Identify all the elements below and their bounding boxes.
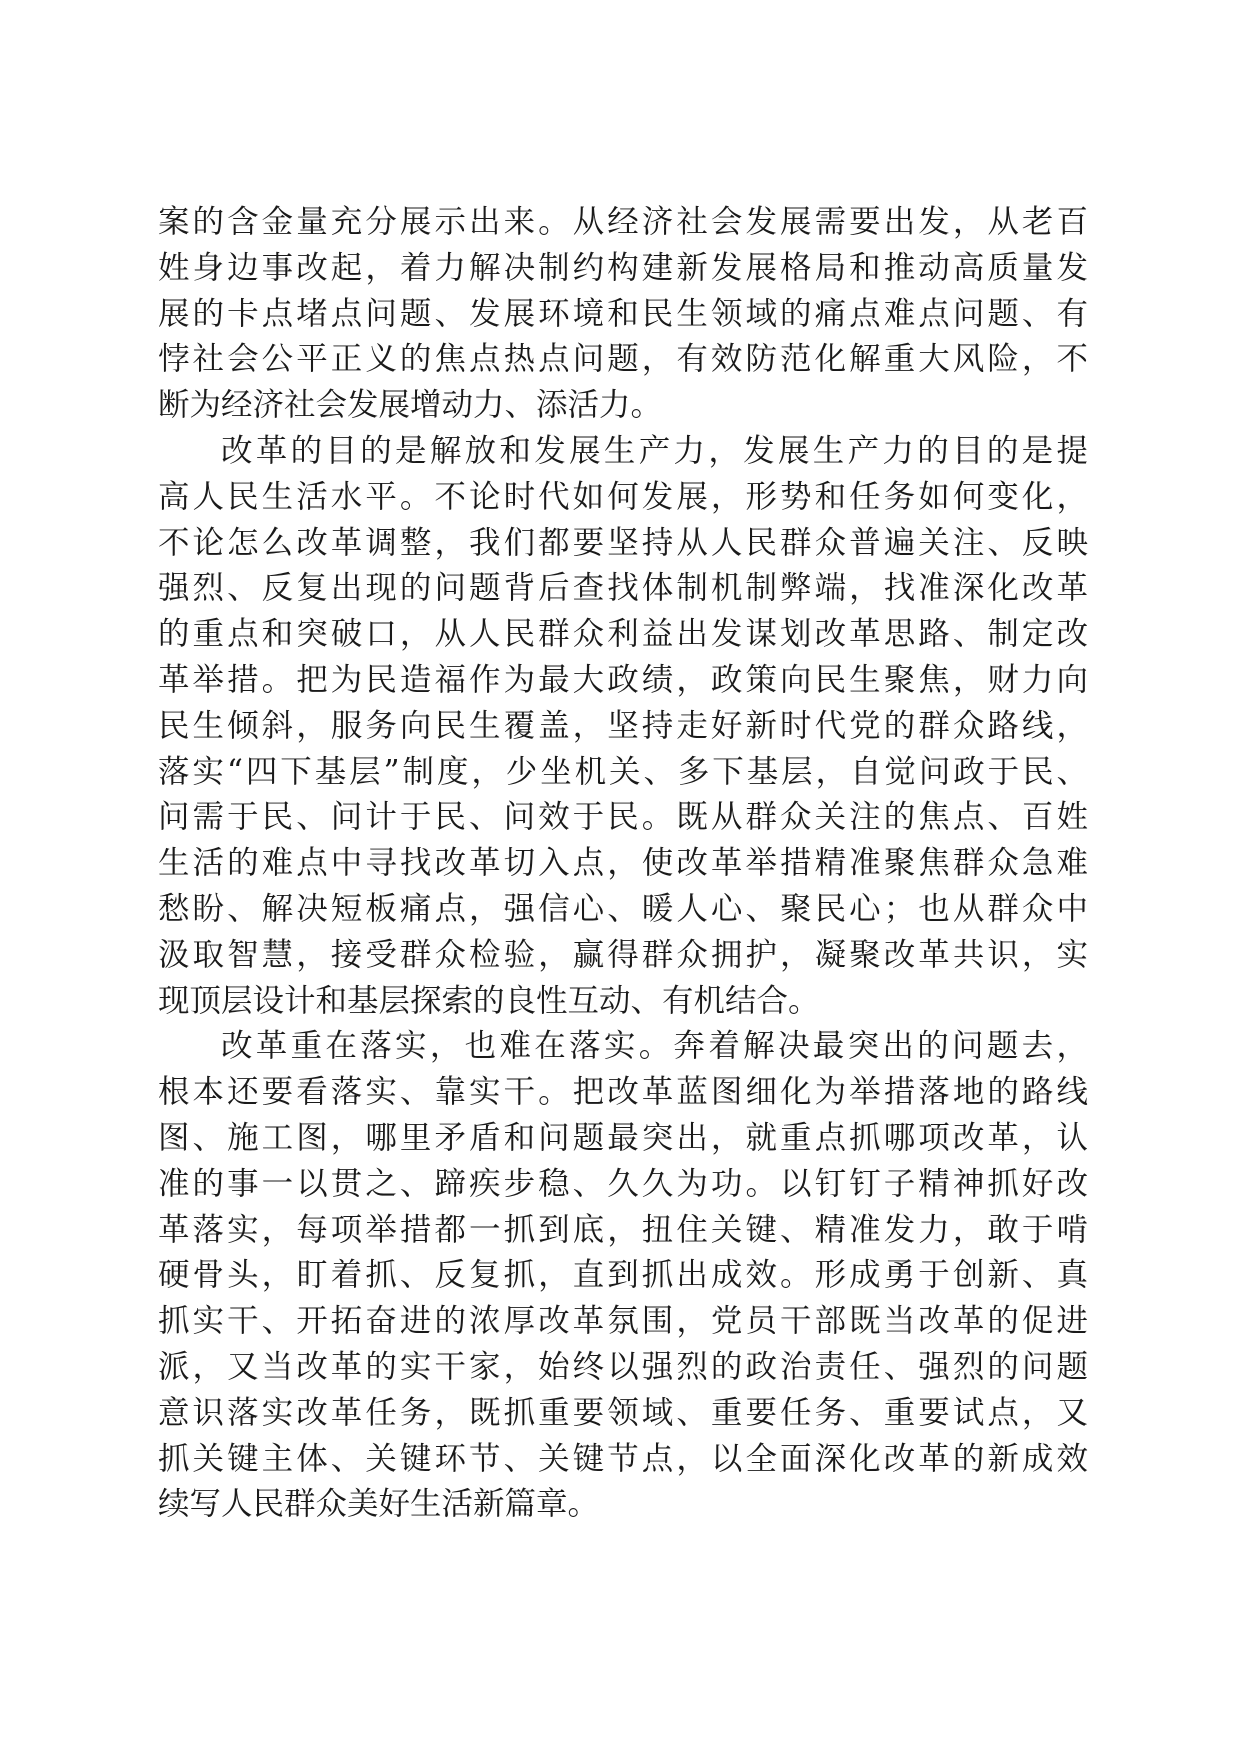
text-line: 问需于民、问计于民、问效于民。既从群众关注的焦点、百姓	[158, 799, 1088, 836]
document-body	[158, 200, 1088, 1528]
text-line: 现顶层设计和基层探索的良性互动、有机结合。	[158, 982, 820, 1019]
text-line: 断为经济社会发展增动力、添活力。	[158, 387, 663, 424]
text-line: 抓关键主体、关键环节、关键节点，以全面深化改革的新成效	[158, 1440, 1088, 1477]
paragraph	[158, 429, 1088, 1024]
text-line: 革举措。把为民造福作为最大政绩，政策向民生聚焦，财力向	[158, 661, 1088, 698]
paragraph	[158, 1024, 1088, 1528]
text-line: 图、施工图，哪里矛盾和问题最突出，就重点抓哪项改革，认	[158, 1119, 1088, 1156]
text-line: 展的卡点堵点问题、发展环境和民生领域的痛点难点问题、有	[158, 295, 1088, 332]
text-line: 根本还要看落实、靠实干。把改革蓝图细化为举措落地的路线	[158, 1074, 1088, 1111]
text-line: 硬骨头，盯着抓、反复抓，直到抓出成效。形成勇于创新、真	[158, 1257, 1088, 1294]
text-line: 改革的目的是解放和发展生产力，发展生产力的目的是提	[221, 432, 1088, 469]
text-line: 续写人民群众美好生活新篇章。	[158, 1486, 600, 1523]
text-line: 派，又当改革的实干家，始终以强烈的政治责任、强烈的问题	[158, 1348, 1088, 1385]
text-line: 意识落实改革任务，既抓重要领域、重要任务、重要试点，又	[158, 1394, 1088, 1431]
text-line: 民生倾斜，服务向民生覆盖，坚持走好新时代党的群众路线，	[158, 707, 1088, 744]
text-line: 不论怎么改革调整，我们都要坚持从人民群众普遍关注、反映	[158, 524, 1088, 561]
text-line: 汲取智慧，接受群众检验，赢得群众拥护，凝聚改革共识，实	[158, 936, 1088, 973]
text-line: 的重点和突破口，从人民群众利益出发谋划改革思路、制定改	[158, 616, 1088, 653]
text-line: 准的事一以贯之、蹄疾步稳、久久为功。以钉钉子精神抓好改	[158, 1165, 1088, 1202]
text-line: 姓身边事改起，着力解决制约构建新发展格局和推动高质量发	[158, 249, 1088, 286]
text-line: 落实“四下基层”制度，少坐机关、多下基层，自觉问政于民、	[158, 753, 1088, 790]
text-line: 悖社会公平正义的焦点热点问题，有效防范化解重大风险，不	[158, 341, 1088, 378]
text-line: 愁盼、解决短板痛点，强信心、暖人心、聚民心；也从群众中	[158, 890, 1088, 927]
text-line: 抓实干、开拓奋进的浓厚改革氛围，党员干部既当改革的促进	[158, 1303, 1088, 1340]
text-line: 改革重在落实，也难在落实。奔着解决最突出的问题去，	[221, 1028, 1088, 1065]
text-line: 强烈、反复出现的问题背后查找体制机制弊端，找准深化改革	[158, 570, 1088, 607]
text-line: 生活的难点中寻找改革切入点，使改革举措精准聚焦群众急难	[158, 845, 1088, 882]
paragraph	[158, 200, 1088, 429]
text-line: 革落实，每项举措都一抓到底，扭住关键、精准发力，敢于啃	[158, 1211, 1088, 1248]
text-line: 案的含金量充分展示出来。从经济社会发展需要出发，从老百	[158, 204, 1088, 240]
text-line: 高人民生活水平。不论时代如何发展，形势和任务如何变化，	[158, 478, 1088, 515]
